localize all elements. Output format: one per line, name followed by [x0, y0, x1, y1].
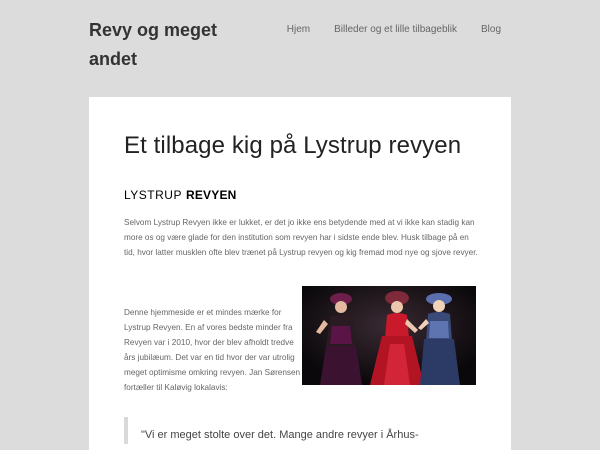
revyen-logo — [124, 188, 237, 202]
memory-paragraph: Denne hjemmeside er et mindes mærke for Lystrup Revyen. En af vores bedste minder fra Revyen var i 2010, hvor der blev afholdt tredve års jubilæum. Det var en tid hvor der var utrolig meget optimisme omkring revyen. Jan Sørensen fortæller til Kaløvig lokalavis: — [124, 308, 301, 392]
quote-block — [124, 417, 479, 444]
quote-text: "Vi er meget stolte over det. Mange andre revyer i Århus- — [141, 429, 419, 441]
logo-text-revyen: REVYEN — [185, 188, 237, 202]
nav-item-billeder[interactable]: Billeder og et lille tilbageblik — [334, 24, 457, 35]
logo-text-lystrup: LYSTRUP — [124, 188, 182, 202]
nav-item-hjem[interactable]: Hjem — [286, 24, 311, 35]
face-left — [335, 301, 347, 313]
nav-item-blog[interactable]: Blog — [480, 24, 501, 35]
face-middle — [391, 301, 403, 313]
stage-photo-illustration — [302, 286, 476, 385]
post-title: Et tilbage kig på Lystrup revyen — [124, 132, 462, 159]
stage-photo — [302, 286, 476, 385]
site-title[interactable]: Revy og meget andet — [89, 20, 218, 69]
intro-paragraph: Selvom Lystrup Revyen ikke er lukket, er det jo ikke ens betydende med at vi ikke kan stadig kan more os og være glade for den institution som revyen har i sidste ende blev. Husk tilbage på en tid, hvor latter musklen ofte blev trænet på Lystrup revyen og kig fremad mod nye og sjove revyer. — [124, 218, 478, 257]
main-nav — [287, 24, 501, 35]
content-card — [89, 97, 511, 450]
face-right — [433, 300, 445, 312]
